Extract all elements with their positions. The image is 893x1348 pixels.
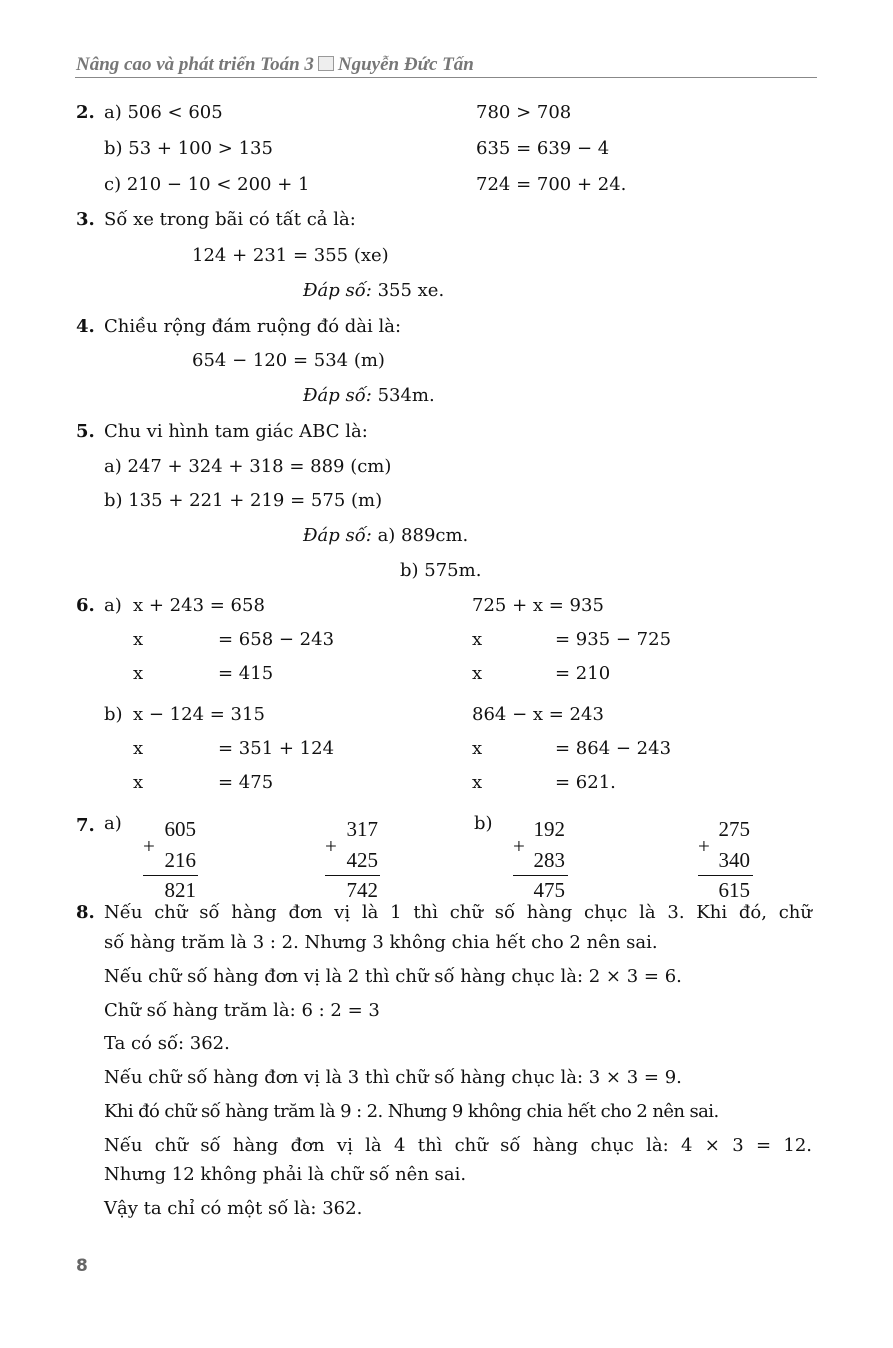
q7-b-label: b) <box>474 813 493 834</box>
q8-number: 8. <box>76 902 95 923</box>
q7-a-label: a) <box>104 813 122 834</box>
q2-number: 2. <box>76 102 95 123</box>
q8-line: Nếu chữ số hàng đơn vị là 2 thì chữ số hàng chục là: 2 × 3 = 6. <box>104 966 682 987</box>
q5-text: Chu vi hình tam giác ABC là: <box>104 421 368 442</box>
q8-line: Nếu chữ số hàng đơn vị là 3 thì chữ số hàng chục là: 3 × 3 = 9. <box>104 1067 682 1088</box>
plus-sign: + <box>698 834 710 858</box>
q6-b-l2x: x <box>133 738 144 759</box>
q6-number: 6. <box>76 595 95 616</box>
q5-a: a) 247 + 324 + 318 = 889 (cm) <box>104 456 392 477</box>
sum-result: 742 <box>346 878 378 902</box>
book-icon <box>318 56 334 71</box>
q6-b-l3x: x <box>133 772 144 793</box>
answer-value: 355 xe. <box>377 280 445 301</box>
sum-line <box>325 875 380 876</box>
q2-b-right: 635 = 639 − 4 <box>476 138 610 159</box>
q3-calc: 124 + 231 = 355 (xe) <box>192 245 389 266</box>
q2-b-left: b) 53 + 100 > 135 <box>104 138 273 159</box>
author: Nguyễn Đức Tấn <box>337 54 474 75</box>
q6-b-l3: = 475 <box>218 772 274 793</box>
q4-calc: 654 − 120 = 534 (m) <box>192 350 385 371</box>
q4-text: Chiều rộng đám ruộng đó dài là: <box>104 316 402 337</box>
q5-b: b) 135 + 221 + 219 = 575 (m) <box>104 490 383 511</box>
q6-a-r1: 725 + x = 935 <box>472 595 604 616</box>
q6-a-l2: = 658 − 243 <box>218 629 335 650</box>
q8-line: Ta có số: 362. <box>104 1033 230 1054</box>
plus-sign: + <box>325 834 337 858</box>
addend-top: 275 <box>718 817 750 841</box>
q7-number: 7. <box>76 815 95 836</box>
q8-line: Nếu chữ số hàng đơn vị là 1 thì chữ số hàng chục là 3. Khi đó, chữ <box>104 902 812 923</box>
running-header <box>76 54 474 76</box>
q6-b-r2x: x <box>472 738 483 759</box>
sum-result: 821 <box>164 878 196 902</box>
q6-a-l1: x + 243 = 658 <box>133 595 265 616</box>
q2-a-right: 780 > 708 <box>476 102 572 123</box>
q8-line: Nếu chữ số hàng đơn vị là 4 thì chữ số hàng chục là: 4 × 3 = 12. <box>104 1135 812 1156</box>
addend-bottom: 340 <box>718 848 750 872</box>
q3-text: Số xe trong bãi có tất cả là: <box>104 209 356 230</box>
q6-a-l2x: x <box>133 629 144 650</box>
addend-top: 605 <box>164 817 196 841</box>
q8-line: Vậy ta chỉ có một số là: 362. <box>104 1198 363 1219</box>
plus-sign: + <box>143 834 155 858</box>
q8-line: Nhưng 12 không phải là chữ số nên sai. <box>104 1164 467 1185</box>
q8-line: Chữ số hàng trăm là: 6 : 2 = 3 <box>104 1000 380 1021</box>
q5-number: 5. <box>76 421 95 442</box>
q6-b-r1: 864 − x = 243 <box>472 704 604 725</box>
answer-a: a) 889cm. <box>377 525 469 546</box>
q6-b-r3: = 621. <box>555 772 616 793</box>
answer-label: Đáp số: <box>303 385 372 406</box>
q6-a-l3x: x <box>133 663 144 684</box>
q2-c-right: 724 = 700 + 24. <box>476 174 627 195</box>
q5-answer-b: b) 575m. <box>400 560 482 581</box>
q6-a-r3: = 210 <box>555 663 611 684</box>
page-number: 8 <box>76 1256 88 1276</box>
addend-bottom: 283 <box>533 848 565 872</box>
sum-result: 615 <box>718 878 750 902</box>
addend-bottom: 216 <box>164 848 196 872</box>
q6-b-r2: = 864 − 243 <box>555 738 672 759</box>
addend-top: 192 <box>533 817 565 841</box>
answer-label: Đáp số: <box>303 525 372 546</box>
book-title: Nâng cao và phát triển Toán 3 <box>76 54 314 75</box>
addend-top: 317 <box>346 817 378 841</box>
sum-line <box>698 875 753 876</box>
q6-b-l2: = 351 + 124 <box>218 738 335 759</box>
q4-answer <box>303 384 435 408</box>
q6-a-label: a) <box>104 595 122 616</box>
q6-a-r2: = 935 − 725 <box>555 629 672 650</box>
header-rule <box>75 77 817 78</box>
q4-number: 4. <box>76 316 95 337</box>
addend-bottom: 425 <box>346 848 378 872</box>
q6-b-label: b) <box>104 704 123 725</box>
q8-line: số hàng trăm là 3 : 2. Nhưng 3 không chia hết cho 2 nên sai. <box>104 932 658 953</box>
q3-answer <box>303 279 444 303</box>
q5-answer <box>303 524 468 548</box>
q6-a-r2x: x <box>472 629 483 650</box>
answer-value: 534m. <box>377 385 435 406</box>
q6-b-l1: x − 124 = 315 <box>133 704 265 725</box>
plus-sign: + <box>513 834 525 858</box>
q6-b-r3x: x <box>472 772 483 793</box>
q8-line: Khi đó chữ số hàng trăm là 9 : 2. Nhưng 9 không chia hết cho 2 nên sai. <box>104 1101 719 1122</box>
q6-a-r3x: x <box>472 663 483 684</box>
q2-c-left: c) 210 − 10 < 200 + 1 <box>104 174 310 195</box>
sum-result: 475 <box>533 878 565 902</box>
q2-a-left: a) 506 < 605 <box>104 102 223 123</box>
sum-line <box>513 875 568 876</box>
q6-a-l3: = 415 <box>218 663 274 684</box>
sum-line <box>143 875 198 876</box>
answer-label: Đáp số: <box>303 280 372 301</box>
q3-number: 3. <box>76 209 95 230</box>
